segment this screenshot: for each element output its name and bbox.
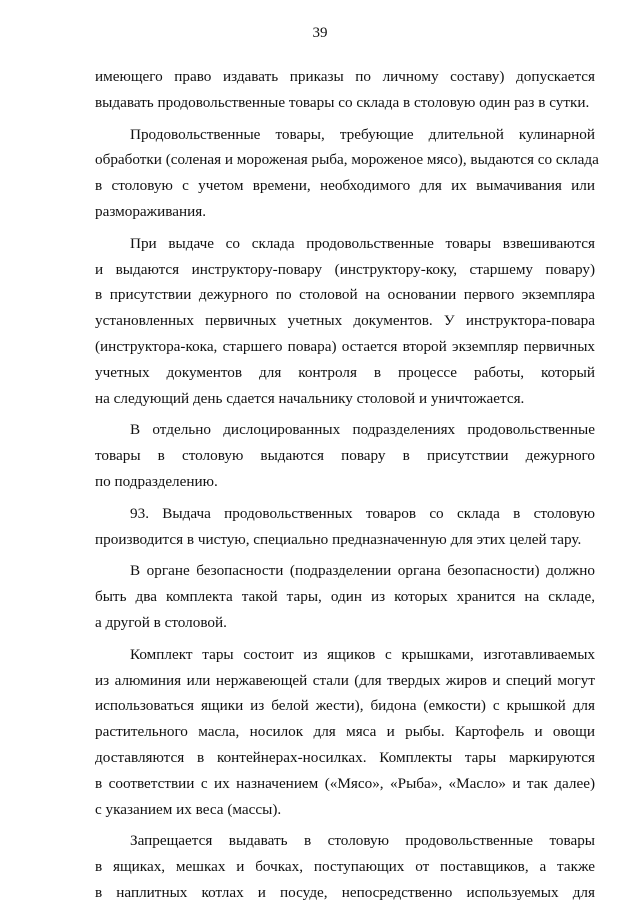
paragraph [95, 642, 595, 823]
text-line: с указанием их веса (массы). [95, 800, 282, 818]
text-line: производится в чистую, специально предназначенную для этих целей тару. [95, 530, 582, 548]
text-line: установленных первичных учетных документов. У инструктора-повара [95, 312, 595, 330]
text-line: в соответствии с их назначением («Мясо», «Рыба», «Масло» и так далее) [95, 774, 595, 792]
paragraph [95, 501, 595, 553]
paragraph [95, 122, 599, 225]
paragraph [95, 64, 595, 116]
text-line: учетных документов для контроля в процессе работы, который [95, 363, 595, 381]
text-line: в наплитных котлах и посуде, непосредственно используемых для [95, 883, 595, 901]
paragraph [95, 558, 595, 635]
paragraph [95, 828, 595, 905]
text-line: в ящиках, мешках и бочках, поступающих от поставщиков, а также [95, 858, 595, 876]
text-line: быть два комплекта такой тары, один из которых хранится на складе, [95, 588, 595, 606]
text-line: В органе безопасности (подразделении органа безопасности) должно [130, 562, 595, 580]
text-line: имеющего право издавать приказы по личному составу) допускается [95, 68, 595, 85]
text-line: Продовольственные товары, требующие длительной кулинарной [130, 125, 595, 143]
text-line: (инструктора-кока, старшего повара) остается второй экземпляр первичных [95, 337, 595, 355]
text-line: доставляются в контейнерах-носилках. Комплекты тары маркируются [95, 748, 595, 766]
text-line: из алюминия или нержавеющей стали (для твердых жиров и специй могут [95, 671, 595, 689]
document-body [95, 64, 599, 906]
text-line: 93. Выдача продовольственных товаров со склада в столовую [130, 504, 595, 522]
text-line: в присутствии дежурного по столовой на основании первого экземпляра [95, 286, 595, 304]
text-line: Запрещается выдавать в столовую продовольственные товары [130, 832, 595, 850]
text-line: по подразделению. [95, 472, 218, 490]
paragraph [95, 417, 595, 494]
text-line: и выдаются инструктору-повару (инструктору-коку, старшему повару) [95, 260, 595, 278]
text-line: размораживания. [95, 202, 207, 220]
text-line: При выдаче со склада продовольственные товары взвешиваются [130, 234, 595, 252]
text-line: на следующий день сдается начальнику столовой и уничтожается. [95, 389, 525, 407]
text-line: в столовую с учетом времени, необходимого для их вымачивания или [95, 177, 595, 195]
text-line: использоваться ящики из белой жести), бидона (емкости) с крышкой для [95, 697, 595, 715]
text-line: В отдельно дислоцированных подразделениях продовольственные [130, 421, 595, 439]
text-line: товары в столовую выдаются повару в присутствии дежурного [95, 447, 595, 465]
paragraph [95, 231, 595, 412]
text-line: растительного масла, носилок для мяса и рыбы. Картофель и овощи [95, 723, 595, 741]
text-line: а другой в столовой. [95, 613, 227, 631]
text-line: Комплект тары состоит из ящиков с крышками, изготавливаемых [130, 645, 595, 663]
text-line: выдавать продовольственные товары со склада в столовую один раз в сутки. [95, 93, 590, 111]
text-line: обработки (соленая и мороженая рыба, мороженое мясо), выдаются со склада [95, 151, 599, 169]
page-number: 39 [312, 25, 328, 41]
